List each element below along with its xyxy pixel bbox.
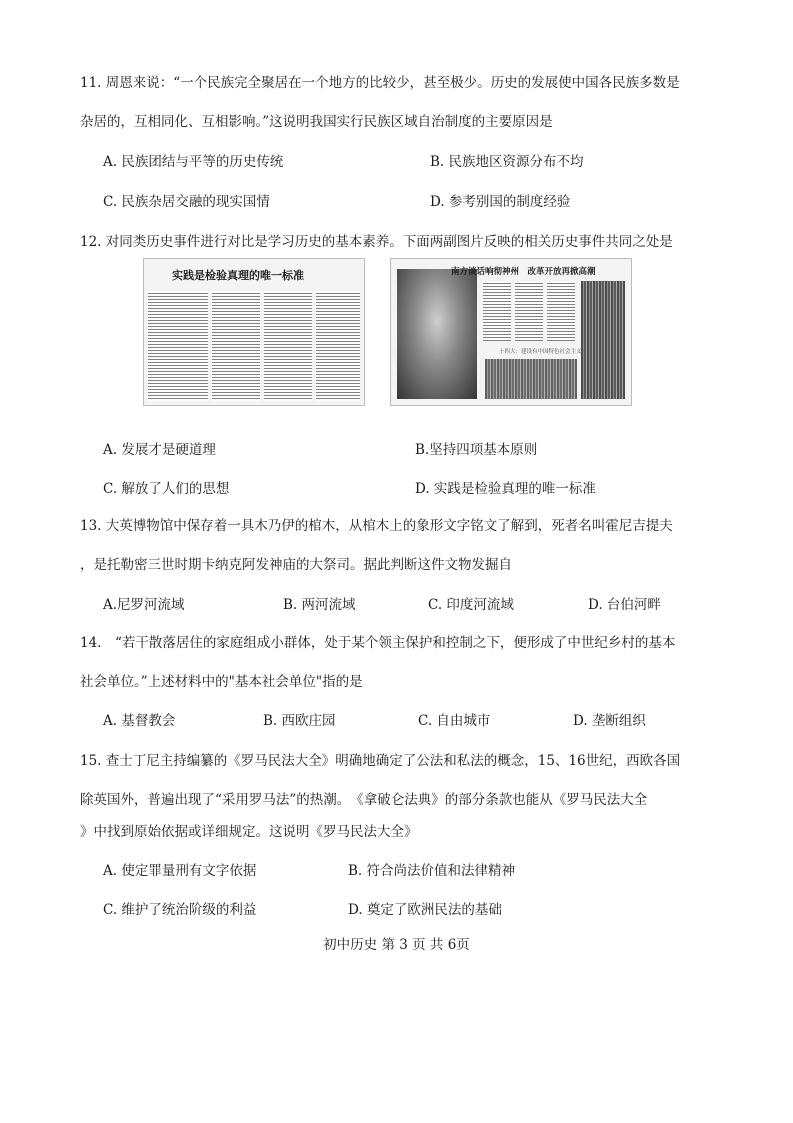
newspaper-image-right <box>390 258 632 406</box>
q12-option-c: C. 解放了人们的思想 <box>103 481 230 497</box>
q15-line-3: 》中找到原始依据或详细规定。这说明《罗马民法大全》 <box>80 824 418 840</box>
q11-option-b: B. 民族地区资源分布不均 <box>430 154 584 170</box>
q13-line-1: 13. 大英博物馆中保存着一具木乃伊的棺木，从棺木上的象形文字铭文了解到，死者名叫霍尼吉提夫 <box>80 518 673 534</box>
q14-option-c: C. 自由城市 <box>418 713 491 729</box>
q12-option-d: D. 实践是检验真理的唯一标准 <box>415 481 596 497</box>
q11-option-d: D. 参考别国的制度经验 <box>430 194 571 210</box>
q14-line-2: 社会单位。”上述材料中的"基本社会单位"指的是 <box>80 674 363 690</box>
q13-option-d: D. 台伯河畔 <box>588 597 661 613</box>
q13-option-c: C. 印度河流域 <box>428 597 514 613</box>
q14-option-d: D. 垄断组织 <box>573 713 646 729</box>
page-footer: 初中历史 第 3 页 共 6页 <box>323 937 470 953</box>
q11-line-1: 11. 周恩来说：“一个民族完全聚居在一个地方的比较少，甚至极少。历史的发展使中国各民族多数是 <box>80 75 680 91</box>
q12-option-b: B.坚持四项基本原则 <box>415 442 538 458</box>
q15-option-b: B. 符合尚法价值和法律精神 <box>348 863 516 879</box>
q11-line-2: 杂居的，互相同化、互相影响。”这说明我国实行民族区域自治制度的主要原因是 <box>80 114 553 130</box>
q14-line-1: 14. “若干散落居住的家庭组成小群体，处于某个领主保护和控制之下，便形成了中世纪乡村的基本 <box>80 635 676 651</box>
q14-option-b: B. 西欧庄园 <box>263 713 336 729</box>
q12-option-a: A. 发展才是硬道理 <box>103 442 216 458</box>
q15-line-1: 15. 查士丁尼主持编纂的《罗马民法大全》明确地确定了公法和私法的概念，15、16世纪，西欧各国 <box>80 753 681 769</box>
newspaper-image-left <box>143 258 365 406</box>
newspaper-right-subheadline: 十四大：建设有中国特色社会主义 <box>499 349 582 355</box>
q14-option-a: A. 基督教会 <box>103 713 176 729</box>
q15-line-2: 除英国外，普遍出现了“采用罗马法”的热潮。 《拿破仑法典》的部分条款也能从《罗马民法大全 <box>80 792 648 808</box>
q13-option-b: B. 两河流域 <box>283 597 356 613</box>
q15-option-a: A. 使定罪量刑有文字依据 <box>103 863 257 879</box>
q11-option-c: C. 民族杂居交融的现实国情 <box>103 194 270 210</box>
newspaper-right-headline: 南方谈话响彻神州 改革开放再掀高潮 <box>451 267 596 277</box>
q15-option-d: D. 奠定了欧洲民法的基础 <box>348 902 502 918</box>
q13-option-a: A.尼罗河流域 <box>103 597 185 613</box>
q12-line-1: 12. 对同类历史事件进行对比是学习历史的基本素养。下面两副图片反映的相关历史事件共同之处是 <box>80 234 673 250</box>
q11-option-a: A. 民族团结与平等的历史传统 <box>103 154 284 170</box>
q13-line-2: ，是托勒密三世时期卡纳克阿发神庙的大祭司。据此判断这件文物发掘自 <box>80 557 512 573</box>
q15-option-c: C. 维护了统治阶级的利益 <box>103 902 257 918</box>
newspaper-left-headline: 实践是检验真理的唯一标准 <box>172 269 304 282</box>
statue-photo <box>397 269 477 399</box>
